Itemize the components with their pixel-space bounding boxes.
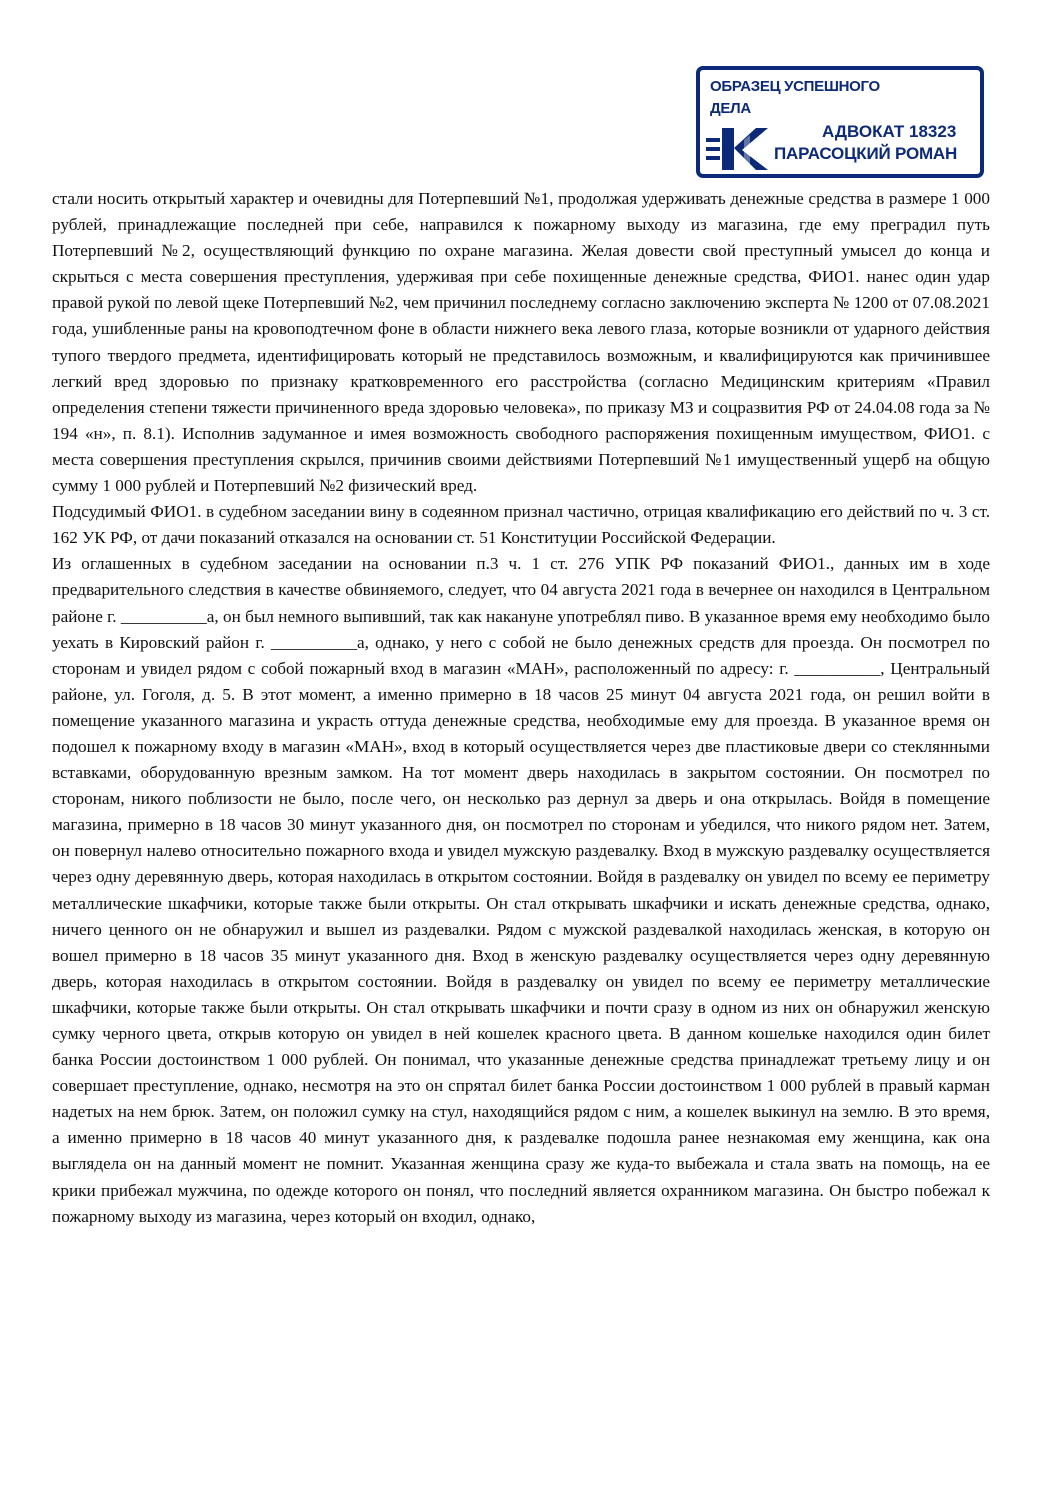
paragraph: Из оглашенных в судебном заседании на основании п.3 ч. 1 ст. 276 УПК РФ показаний ФИО1., данных им в ходе предварительного следствия в качестве обвиняемого, следует, что 04 августа 2021 года в вечернее он находился в Центральном районе г. __________а, он был немного выпивший, так как накануне употреблял пиво. В указанное время ему необходимо было уехать в Кировский район г. __________а, однако, у него с собой не было денежных средств для проезда. Он посмотрел по сторонам и увидел рядом с собой пожарный вход в магазин «МАН», расположенный по адресу: г. __________, Центральный районе, ул. Гоголя, д. 5. В этот момент, а именно примерно в 18 часов 25 минут 04 августа 2021 года, он решил войти в помещение указанного магазина и украсть оттуда денежные средства, необходимые ему для проезда. В указанное время он подошел к пожарному входу в магазин «МАН», вход в который осуществляется через две пластиковые двери со стеклянными вставками, оборудованную врезным замком. На тот момент дверь находилась в закрытом состоянии. Он посмотрел по сторонам, никого поблизости не было, после чего, он несколько раз дернул за дверь и она открылась. Войдя в помещение магазина, примерно в 18 часов 30 минут указанного дня, он посмотрел по сторонам и убедился, что никого рядом нет. Затем, он повернул налево относительно пожарного входа и увидел мужскую раздевалку. Вход в мужскую раздевалку осуществляется через одну деревянную дверь, которая находилась в открытом состоянии. Войдя в раздевалку он увидел по всему ее периметру металлические шкафчики, которые также были открыты. Он стал открывать шкафчики и искать денежные средства, однако, ничего ценного он не обнаружил и вышел из раздевалки. Рядом с мужской раздевалкой находилась женская, в которую он вошел примерно в 18 часов 35 минут указанного дня. Вход в женскую раздевалку осуществляется через одну деревянную дверь, которая находилась в открытом состоянии. Войдя в раздевалку он увидел по всему ее периметру металлические шкафчики, которые также были открыты. Он стал открывать шкафчики и почти сразу в одном из них он обнаружил женскую сумку черного цвета, открыв которую он увидел в ней кошелек красного цвета. В данном кошельке находился один билет банка России достоинством 1 000 рублей. Он понимал, что указанные денежные средства принадлежат третьему лицу и он совершает преступление, однако, несмотря на это он спрятал билет банка России достоинством 1 000 рублей в правый карман надетых на нем брюк. Затем, он положил сумку на стул, находящийся рядом с ним, а кошелек выкинул на землю. В это время, а именно примерно в 18 часов 40 минут указанного дня, к раздевалке подошла ранее незнакомая ему женщина, как она выглядела он на данный момент не помнит. Указанная женщина сразу же куда-то выбежала и стала звать на помощь, на ее крики прибежал мужчина, по одежде которого он понял, что последний является охранником магазина. Он быстро побежал к пожарному выходу из магазина, через который он входил, однако,	[52, 554, 990, 1226]
law-firm-monogram-icon	[706, 126, 770, 172]
logo-attorney-number: АДВОКАТ 18323	[822, 122, 957, 141]
paragraph: стали носить открытый характер и очевидны для Потерпевший №1, продолжая удерживать денежные средства в размере 1 000 рублей, принадлежащие последней при себе, направился к пожарному выходу из магазина, где ему преградил путь Потерпевший №2, осуществляющий функцию по охране магазина. Желая довести свой преступный умысел до конца и скрыться с места совершения преступления, удерживая при себе похищенные денежные средства, ФИО1. нанес один удар правой рукой по левой щеке Потерпевший №2, чем причинил последнему согласно заключению эксперта № 1200 от 07.08.2021 года, ушибленные раны на кровоподтечном фоне в области нижнего века левого глаза, которые возникли от ударного действия тупого твердого предмета, идентифицировать который не представилось возможным, и квалифицируются как причинившее легкий вред здоровью по признаку кратковременного его расстройства (согласно Медицинским критериям «Правил определения степени тяжести причиненного вреда здоровью человека», по приказу МЗ и соцразвития РФ от 24.04.08 года за № 194 «н», п. 8.1). Исполнив задуманное и имея возможность свободного распоряжения похищенным имуществом, ФИО1. с места совершения преступления скрылся, причинив своими действиями Потерпевший №1 имущественный ущерб на общую сумму 1 000 рублей и Потерпевший №2 физический вред.	[52, 189, 990, 496]
logo-caption: ОБРАЗЕЦ УСПЕШНОГО ДЕЛА	[710, 78, 880, 117]
document-body	[52, 186, 990, 1230]
paragraph: Подсудимый ФИО1. в судебном заседании вину в содеянном признал частично, отрицая квалификацию его действий по ч. 3 ст. 162 УК РФ, от дачи показаний отказался на основании ст. 51 Конституции Российской Федерации.	[52, 502, 990, 548]
law-firm-logo	[696, 66, 984, 178]
logo-attorney-name: ПАРАСОЦКИЙ РОМАН	[774, 144, 958, 163]
